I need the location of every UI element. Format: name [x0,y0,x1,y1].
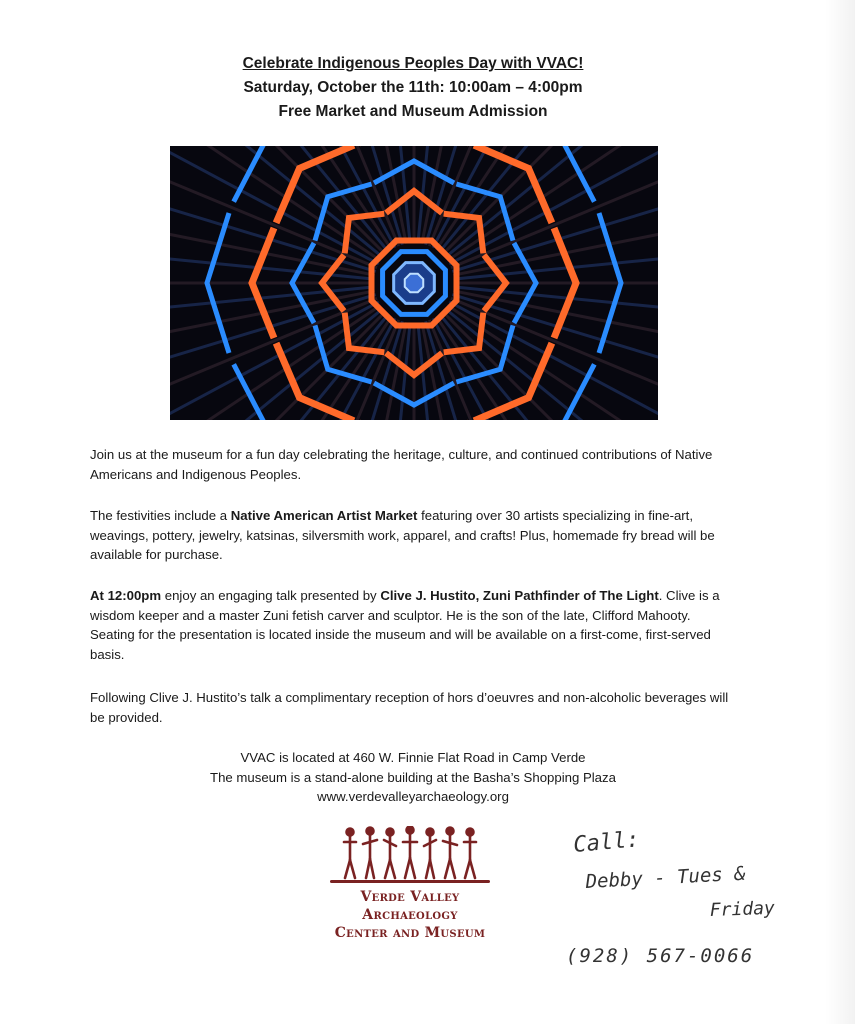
talk-text [90,586,730,664]
kaleidoscope-pattern-icon [170,146,658,420]
handwritten-days: Friday [709,897,776,921]
location-building: The museum is a stand-alone building at the Basha’s Shopping Plaza [210,769,616,785]
flyer-title: Celebrate Indigenous Peoples Day with VVAC! [242,55,584,72]
intro-text: Join us at the museum for a fun day celebrating the heritage, culture, and continued contributions of Native Americans and Indigenous Peoples. [90,447,713,482]
market-text [90,506,730,565]
logo-line-3: Center and Museum [334,925,486,941]
logo-ground-line [330,880,490,883]
market-rest: featuring over 30 artists specializing in fine-art, weavings, pottery, jewelry, katsinas, silversmith work, apparel, and crafts! Plus, homemade fry bread will be available for purchase. [90,508,715,562]
website-link[interactable]: www.verdevalleyarchaeology.org [317,789,509,804]
kaleidoscope-banner-image [170,146,658,420]
logo-line-2: Archaeology [362,907,458,923]
admission-note: Free Market and Museum Admission [278,103,548,120]
logo-line-1: Verde Valley [360,889,460,905]
location-block [0,748,826,807]
talk-rest: . Clive is a wisdom keeper and a master Zuni fetish carver and sculptor. He is the son of the late, Clifford Mahooty. Seating for the presentation is located inside the museum and will be available on a first-come, first-served basis. [90,588,720,662]
talk-lead: enjoy an engaging talk presented by [161,588,381,603]
talk-speaker: Clive J. Hustito, Zuni Pathfinder of The Light [380,588,659,603]
market-lead: The festivities include a [90,508,231,523]
reception-paragraph [90,688,730,727]
reception-text: Following Clive J. Hustito’s talk a complimentary reception of hors d’oeuvres and non-alcoholic beverages will be provided. [90,690,729,725]
flyer-header [0,55,826,121]
handwritten-phone: (928) 567-0066 [566,945,755,967]
petroglyph-figures-icon [336,826,486,882]
location-address: VVAC is located at 460 W. Finnie Flat Road in Camp Verde [240,750,586,765]
handwritten-contact: Debby - Tues & [585,862,747,893]
intro-paragraph [90,445,730,484]
vvac-logo-text [300,888,520,942]
talk-time: At 12:00pm [90,588,162,603]
event-date-time: Saturday, October the 11th: 10:00am – 4:00pm [243,79,583,96]
market-highlight: Native American Artist Market [230,508,418,523]
handwritten-note [560,826,830,976]
market-paragraph [90,506,730,565]
talk-paragraph [90,586,730,664]
handwritten-call: Call: [572,827,641,858]
